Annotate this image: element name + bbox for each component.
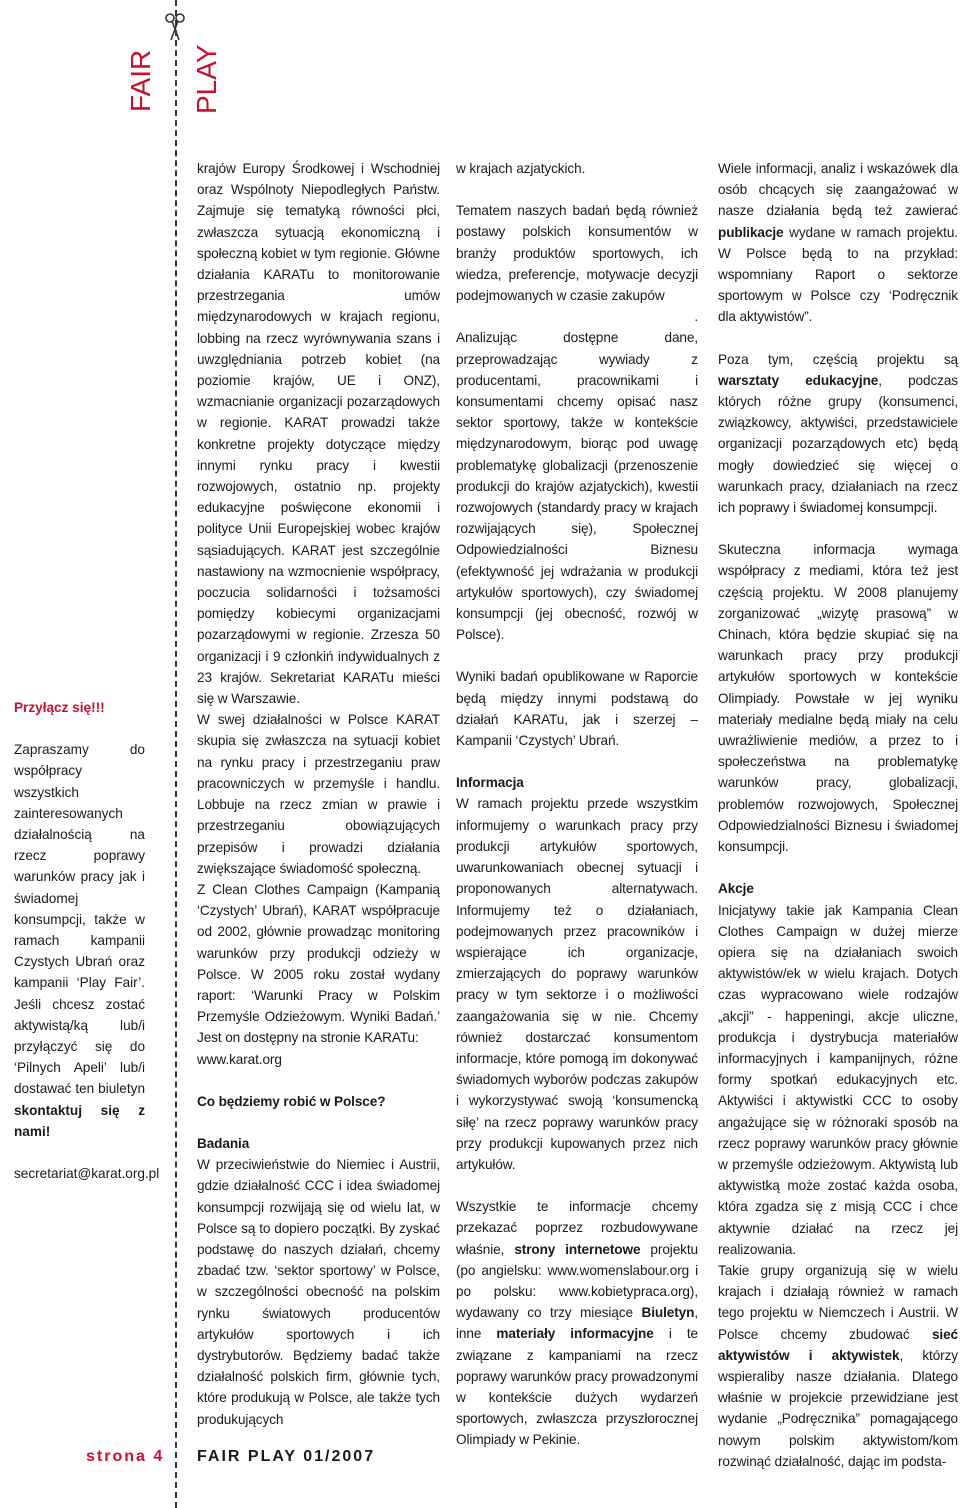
- col2-paragraph-information: W ramach projektu przede wszystkim informujemy o warunkach pracy przy produkcji artykułów sportowych, uwarunkowaniach obecnej sytuacji i proponowanych alternatywach. Informujemy też o działaniach, podejmowanych przez pracowników i wspierające ich organizacje, zmierzających do poprawy warunków pracy w tym sektorze i o możliwości zaangażowania się w nie. Chcemy również dostarczać konsumentom informacje, które pomogą im dokonywać świadomych wyborów podczas zakupów i wykorzystywać swoją ‘konsumencką siłę’ na rzecz poprawy warunków pracy przy produkcji kupowanych przez nich artykułów.: [456, 796, 698, 1172]
- col3-paragraph-actions: Inicjatywy takie jak Kampania Clean Clothes Campaign w dużej mierze opiera się na działaniach swoich aktywistów/ek w wielu krajach. Dotych czas wypracowano wiele rodzajów „akcji” - happeningi, akcje uliczne, produkcja i dystrybucja materiałów informacyjnych i kampanijnych, różne formy spotkań edukacyjnych etc. Aktywiści i aktywistki CCC to osoby angażujące się w różnoraki sposób na rzecz poprawy warunków pracy głównie w przemyśle odzieżowym. Aktywistą lub aktywistką może zostać każda osoba, która zgadza się z misją CCC i chce aktywnie działać na rzecz jej realizowania.: [718, 902, 958, 1257]
- col2-paragraph-asia: w krajach azjatyckich.: [456, 161, 586, 176]
- column-1: [197, 158, 440, 1430]
- logo-word-play: PLAY: [191, 44, 222, 114]
- col2-heading-information: Informacja: [456, 775, 524, 791]
- issue-label: FAIR PLAY 01/2007: [197, 1448, 376, 1465]
- col2-paragraph-topics: Tematem naszych badań będą również postawy polskich konsumentów w branży produktów sportowych, ich wiedza, preferencje, motywacje decyzji podejmowanych w czasie zakupów: [456, 203, 698, 304]
- col1-paragraph-research: W przeciwieństwie do Niemiec i Austrii, gdzie działalność CCC i idea świadomej konsumpcji rozwijają się od wielu lat, w Polsce są to dopiero początki. By zyskać podstawę do naszych działań, chcemy zbadać tzw. ‘sektor sportowy’ w Polsce, w szczególności obecność na polskim rynku światowych producentów artykułów sportowych i ich dystrybutorów. Będziemy badać także działalność polskich firm, głównie tych, które produkują w Polsce, ale także tych produkujących: [197, 1157, 440, 1427]
- scissors-icon: [166, 14, 184, 40]
- col1-paragraph-poland: W swej działalności w Polsce KARAT skupia się zwłaszcza na sytuacji kobiet na rynku pracy i przestrzeganiu praw pracowniczych w przemyśle i handlu. Lobbuje na rzecz zmian w prawie i przestrzeganiu obowiązujących przepisów i prowadzi działania zwiększające świadomość społeczną.: [197, 712, 440, 876]
- col1-paragraph-karat: krajów Europy Środkowej i Wschodniej oraz Wspólnoty Niepodległych Państw. Zajmuje się tematyką równości płci, zwłaszcza sytuacją ekonomiczną i społeczną kobiet w tym regionie. Główne działania KARATu to monitorowanie przestrzegania umów międzynarodowych w krajach regionu, lobbing na rzecz wyrównywania szans i uwzględniania potrzeb kobiet (na poziomie krajów, UE i ONZ), wzmacnianie organizacji pozarządowych w regionie. KARAT prowadzi także konkretne projekty dotyczące między innymi rynku pracy i kwestii rozwojowych, ostatnio np. projekty edukacyjne poświęcone ekonomii i polityce Unii Europejskiej wobec krajów sąsiadujących. KARAT jest szczególnie nastawiony na wzmocnienie współpracy, poczucia solidarności i tożsamości pomiędzy kobiecymi organizacjami pozarządowymi w regionie. Zrzesza 50 organizacji i 9 członkiń indywidualnych z 23 krajów. Sekretariat KARATu mieści się w Warszawie.: [197, 161, 440, 707]
- col3-paragraph-publications: Wiele informacji, analiz i wskazówek dla osób chcących się zaangażować w nasze działania będą też zawierać publikacje wydane w ramach projektu. W Polsce będą to na przykład: wspomniany Raport o sektorze sportowym w Polsce czy ‘Podręcznik dla aktywistów”.: [718, 161, 958, 325]
- col1-heading-plans: Co będziemy robić w Polsce?: [197, 1093, 386, 1109]
- col2-paragraph-analysis: Analizując dostępne dane, przeprowadzając wywiady z producentami, pracownikami i konsumentami chcemy opisać nasz sektor sportowy, także w kontekście międzynarodowym, biorąc pod uwagę problematykę globalizacji (przenoszenie produkcji do krajów azjatyckich), kwestii rozwojowych (standardy pracy w krajach rozwijających się), Społecznej Odpowiedzialności Biznesu (efektywność jej wdrażania w produkcji artykułów sportowych), czy świadomej konsumpcji (jej obecność, rozwój w Polsce).: [456, 330, 698, 643]
- col3-paragraph-groups: Takie grupy organizują się w wielu krajach i działają również w ramach tego projektu w Niemczech i Austrii. W Polsce chcemy zbudować sieć aktywistów i aktywistek, którzy wspieraliby nasze działania. Dlatego właśnie w projekcie przewidziane jest wydanie „Podręcznika” pomagającego nowym polskim aktywistom/kom rozwinąć działalność, dając im podsta-: [718, 1262, 958, 1469]
- col2-paragraph-topics-tail: .: [694, 309, 698, 325]
- col2-paragraph-channels: Wszystkie te informacje chcemy przekazać poprzez rozbudowywane właśnie, strony internetowe projektu (po angielsku: www.womenslabour.org i po polsku: www.kobietypraca.org), wydawany co trzy miesiące Biuletyn, inne materiały informacyjne i te związane z kampaniami na rzecz poprawy warunków pracy prowadzonymi w kontekście dużych wydarzeń sportowych, zwłaszcza przyszłorocznej Olimpiady w Pekinie.: [456, 1199, 698, 1448]
- page-number: strona 4: [86, 1448, 165, 1465]
- col1-paragraph-ccc: Z Clean Clothes Campaign (Kampanią ‘Czystych’ Ubrań), KARAT współpracuje od 2002, głównie prowadząc monitoring warunków przy produkcji odzieży w Polsce. W 2005 roku został wydany raport: ‘Warunki Pracy w Polskim Przemyśle Odzieżowym. Wyniki Badań.’ Jest on dostępny na stronie KARATu:: [197, 881, 440, 1046]
- cut-line: [175, 0, 177, 1508]
- column-2: [456, 158, 698, 1451]
- column-3: [718, 158, 958, 1472]
- col1-url[interactable]: www.karat.org: [197, 1051, 282, 1067]
- join-us-sidebar: [14, 697, 160, 1184]
- sidebar-body: Zapraszamy do współpracy wszystkich zainteresowanych działalnością na rzecz poprawy warunków pracy jak i świadomej konsumpcji, także w ramach kampanii Czystych Ubrań oraz kampanii ‘Play Fair’. Jeśli chcesz zostać aktywistą/ką lub/i przyłączyć się do ‘Pilnych Apeli’ lub/i dostawać ten biuletyn skontaktuj się z nami!: [14, 742, 145, 1139]
- fair-play-logo: [128, 8, 228, 118]
- col2-paragraph-results: Wyniki badań opublikowane w Raporcie będą między innymi podstawą do działań KARATu, jak i szerzej – Kampanii ‘Czystych’ Ubrań.: [456, 669, 698, 749]
- col1-heading-research: Badania: [197, 1135, 250, 1151]
- col3-paragraph-media: Skuteczna informacja wymaga współpracy z mediami, która też jest częścią projektu. W 2008 planujemy zorganizować „wizytę prasową” w Chinach, która będzie skupiać się na warunkach pracy przy produkcji artykułów sportowych w kontekście Olimpiady. Powstałe w jej wyniku materiały medialne będą miały na celu uwrażliwienie mediów, a przez to i społeczeństwa na problematykę warunków pracy, globalizacji, problemów rozwojowych, Społecznej Odpowiedzialności Biznesu i świadomej konsumpcji.: [718, 542, 958, 855]
- sidebar-title: Przyłącz się!!!: [14, 700, 105, 715]
- sidebar-email[interactable]: secretariat@karat.org.pl: [14, 1166, 160, 1182]
- col3-paragraph-workshops: Poza tym, częścią projektu są warsztaty edukacyjne, podczas których różne grupy (konsumenci, związkowcy, aktywiści, przedstawiciele organizacji pozarządowych etc) będą mogły dowiedzieć się więcej o warunkach pracy, działaniach na rzecz ich poprawy i świadomej konsumpcji.: [718, 351, 958, 516]
- logo-word-fair: FAIR: [128, 49, 156, 112]
- col3-heading-actions: Akcje: [718, 881, 754, 897]
